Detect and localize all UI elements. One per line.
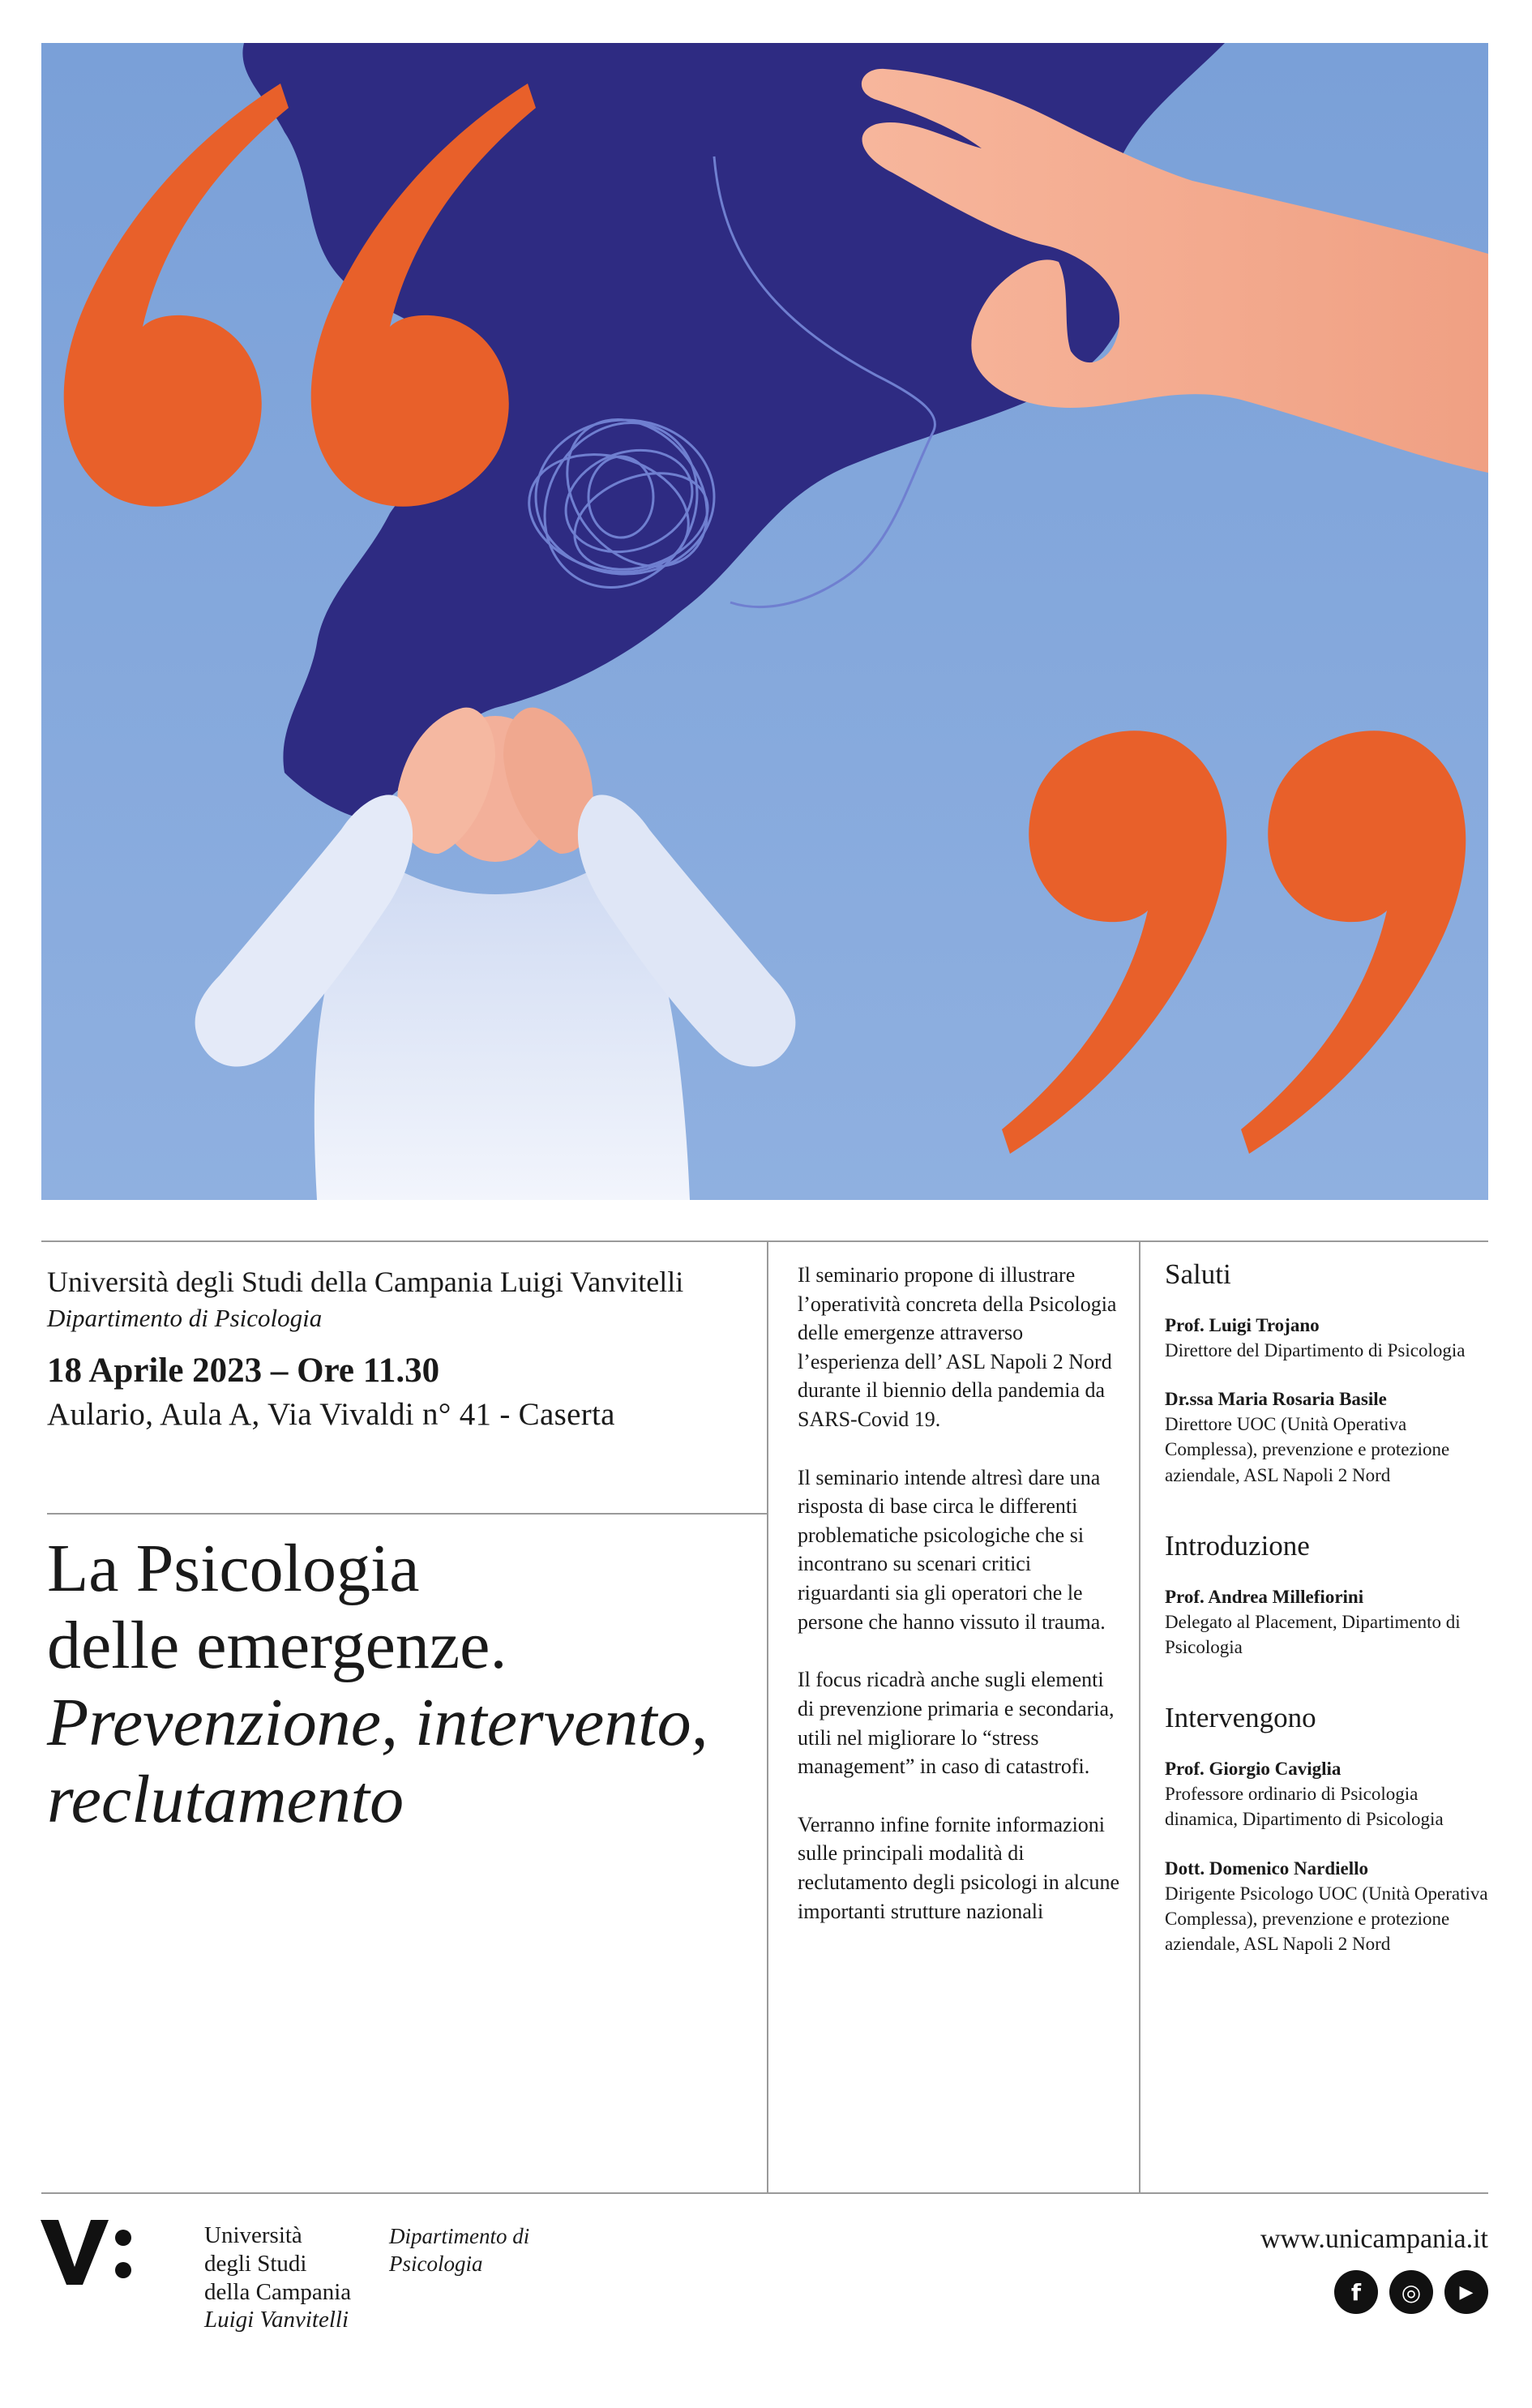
title-line-4: reclutamento <box>47 1761 404 1837</box>
section-heading: Introduzione <box>1165 1529 1310 1562</box>
event-title <box>47 1531 760 1839</box>
logo-line-1: Università <box>204 2222 302 2248</box>
speaker <box>1165 1757 1489 1832</box>
youtube-icon[interactable]: ▶ <box>1444 2270 1488 2314</box>
speaker-name: Dr.ssa Maria Rosaria Basile <box>1165 1389 1387 1410</box>
section-intervengono <box>1165 1702 1489 1956</box>
footer-department <box>389 2223 529 2278</box>
description-paragraph-4: Verranno infine fornite informazioni sulle principali modalità di reclutamento degli psicologi in alcune importanti strutture nazionali <box>798 1812 1120 1923</box>
speaker <box>1165 1313 1489 1363</box>
speaker-role: Direttore del Dipartimento di Psicologia <box>1165 1339 1466 1360</box>
instagram-icon[interactable]: ◎ <box>1389 2270 1433 2314</box>
speaker-role: Dirigente Psicologo UOC (Unità Operativa Complessa), prevenzione e protezione aziendale, ASL Napoli 2 Nord <box>1165 1883 1488 1955</box>
speaker <box>1165 1387 1489 1488</box>
description-paragraph-3: Il focus ricadrà anche sugli elementi di prevenzione primaria e secondaria, utili nel migliorare lo “stress management” in caso di catastrofi. <box>798 1668 1115 1779</box>
speaker-role: Professore ordinario di Psicologia dinamica, Dipartimento di Psicologia <box>1165 1784 1444 1830</box>
speaker-name: Dott. Domenico Nardiello <box>1165 1857 1369 1879</box>
speaker-name: Prof. Andrea Millefiorini <box>1165 1586 1364 1607</box>
title-line-2: delle emergenze. <box>47 1607 507 1683</box>
hero-illustration <box>41 43 1488 1200</box>
logo-line-3: della Campania <box>204 2278 352 2305</box>
footer-dept-line-1: Dipartimento di <box>389 2224 530 2248</box>
section-saluti <box>1165 1258 1489 1488</box>
description-paragraph-2: Il seminario intende altresì dare una risposta di base circa le differenti problematiche psicologiche che si incontrano su scenari critici riguardanti sia gli operatori che le persone che hanno vissuto il trauma. <box>798 1465 1106 1634</box>
department-name: Dipartimento di Psicologia <box>47 1304 323 1332</box>
title-line-3: Prevenzione, intervento, <box>47 1684 708 1760</box>
speaker-role: Delegato al Placement, Dipartimento di Psicologia <box>1165 1611 1461 1657</box>
event-venue: Aulario, Aula A, Via Vivaldi n° 41 - Caserta <box>47 1397 615 1432</box>
description-paragraph-1: Il seminario propone di illustrare l’operatività concreta della Psicologia delle emergenze attraverso l’esperienza dell’ ASL Napoli 2 Nord durante il biennio della pandemia da SARS-Covid 19. <box>798 1263 1117 1432</box>
illustration-svg <box>41 43 1488 1200</box>
event-date-time: 18 Aprile 2023 – Ore 11.30 <box>47 1352 440 1390</box>
logo-line-4: Luigi Vanvitelli <box>204 2307 349 2333</box>
divider-top <box>41 1240 1488 1242</box>
footer-dept-line-2: Psicologia <box>389 2251 483 2276</box>
website-link[interactable]: www.unicampania.it <box>1260 2224 1488 2254</box>
section-introduzione <box>1165 1530 1489 1660</box>
section-heading: Intervengono <box>1165 1702 1316 1734</box>
section-heading: Saluti <box>1165 1258 1231 1290</box>
speaker-name: Prof. Luigi Trojano <box>1165 1315 1320 1335</box>
program <box>1165 1258 1489 1999</box>
university-logo <box>41 2220 138 2285</box>
facebook-icon[interactable]: f <box>1334 2270 1378 2314</box>
seminar-description <box>798 1261 1122 1955</box>
column-divider-1 <box>767 1241 768 2193</box>
speaker-role: Direttore UOC (Unità Operativa Complessa), prevenzione e protezione aziendale, ASL Napoli 2 Nord <box>1165 1414 1450 1485</box>
column-divider-2 <box>1139 1241 1140 2193</box>
social-links <box>1334 2270 1488 2314</box>
divider-title <box>47 1513 767 1515</box>
v-logo-icon <box>41 2220 138 2285</box>
speaker <box>1165 1857 1489 1957</box>
speaker <box>1165 1585 1489 1660</box>
logo-line-2: degli Studi <box>204 2250 307 2277</box>
speaker-name: Prof. Giorgio Caviglia <box>1165 1759 1342 1780</box>
title-line-1: La Psicologia <box>47 1531 420 1606</box>
university-name: Università degli Studi della Campania Luigi Vanvitelli <box>47 1266 684 1298</box>
logo-wordmark <box>204 2222 351 2334</box>
divider-bottom <box>41 2192 1488 2194</box>
